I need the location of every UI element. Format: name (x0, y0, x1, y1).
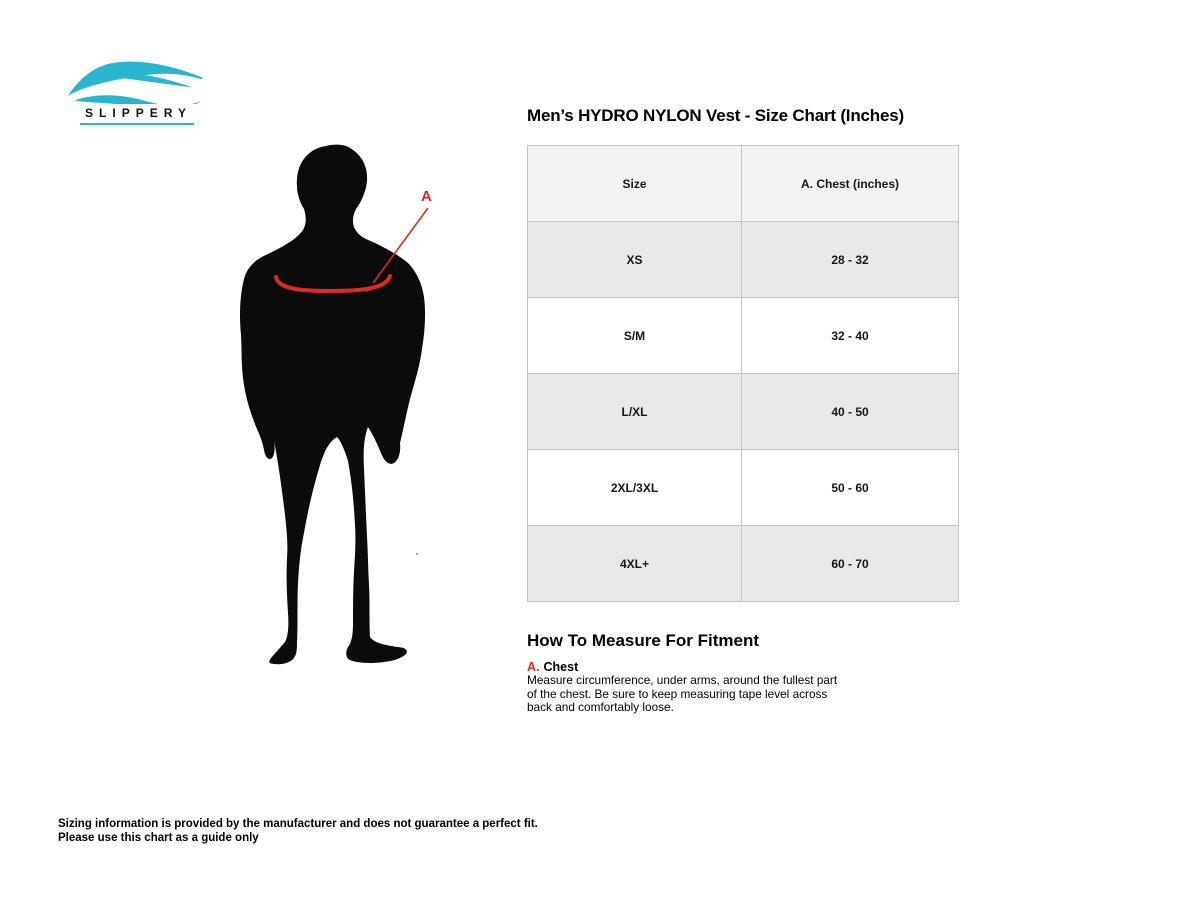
size-cell: S/M (528, 298, 742, 374)
table-row (528, 374, 959, 450)
size-chart-table (527, 145, 959, 602)
male-silhouette (240, 145, 425, 665)
measure-item-heading (527, 660, 847, 674)
measure-item-name: Chest (543, 660, 579, 674)
page-title: Men’s HYDRO NYLON Vest - Size Chart (Inches) (527, 106, 904, 125)
size-cell: XS (528, 222, 742, 298)
description-line: back and comfortably loose. (527, 700, 674, 714)
size-cell: L/XL (528, 374, 742, 450)
chest-cell: 60 - 70 (742, 526, 959, 602)
chest-cell: 50 - 60 (742, 450, 959, 526)
disclaimer-line: Please use this chart as a guide only (58, 832, 259, 844)
body-measurement-figure (238, 143, 442, 673)
how-to-measure-section (527, 631, 847, 715)
chest-cell: 32 - 40 (742, 298, 959, 374)
table-row (528, 450, 959, 526)
chest-cell: 40 - 50 (742, 374, 959, 450)
description-line: of the chest. Be sure to keep measuring tape level across (527, 686, 828, 701)
male-silhouette-graphic (238, 143, 442, 673)
disclaimer-line: Sizing information is provided by the manufacturer and does not guarantee a perfect fit. (58, 818, 538, 830)
brand-logo (62, 58, 212, 125)
chest-cell: 28 - 32 (742, 222, 959, 298)
measure-item-description (527, 674, 847, 715)
brand-name: SLIPPERY (80, 106, 194, 125)
table-row (528, 298, 959, 374)
table-row (528, 526, 959, 602)
chest-column-header: A. Chest (inches) (742, 146, 959, 222)
how-to-measure-heading: How To Measure For Fitment (527, 631, 760, 650)
wave-icon (62, 58, 210, 104)
chest-marker-label: A (421, 188, 432, 205)
size-cell: 4XL+ (528, 526, 742, 602)
small-dot-artifact (416, 553, 418, 555)
size-cell: 2XL/3XL (528, 450, 742, 526)
description-line: Measure circumference, under arms, around the fullest part (527, 673, 838, 687)
table-row (528, 222, 959, 298)
sizing-disclaimer (58, 817, 538, 845)
size-column-header: Size (528, 146, 742, 222)
measure-item-marker: A. (527, 660, 540, 674)
table-header-row (528, 146, 959, 222)
